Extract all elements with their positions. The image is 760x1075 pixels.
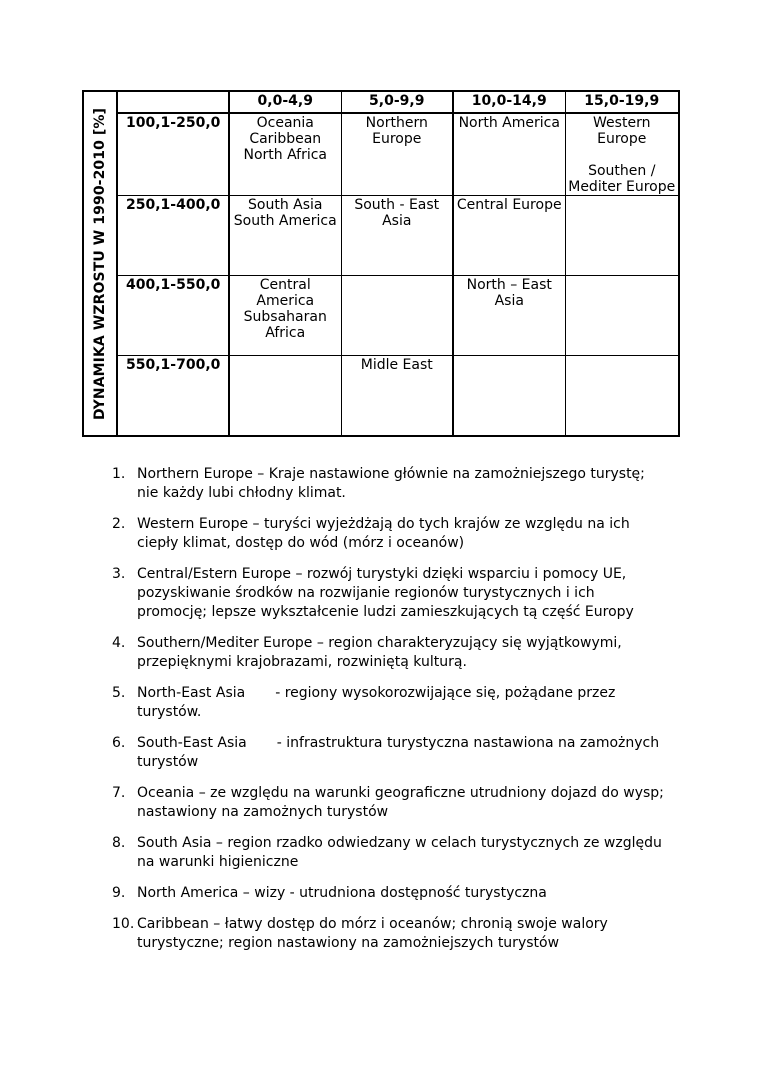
cell-text: Africa bbox=[265, 325, 306, 341]
row-header: 550,1-700,0 bbox=[117, 356, 229, 437]
y-axis-label: DYNAMIKA WZROSTU W 1990-2010 [%] bbox=[92, 107, 108, 420]
note-line: ciepły klimat, dostęp do wód (mórz i oceanów) bbox=[137, 535, 465, 551]
note-line: nastawiony na zamożnych turystów bbox=[137, 804, 389, 820]
cell-text: North – East bbox=[466, 277, 552, 293]
list-item bbox=[112, 465, 672, 503]
cell-text: Europe bbox=[372, 131, 422, 147]
y-axis-label-cell bbox=[83, 91, 117, 436]
table-cell bbox=[565, 356, 679, 437]
note-line: przepięknymi krajobrazami, rozwiniętą kulturą. bbox=[137, 654, 467, 670]
note-line: promocję; lepsze wykształcenie ludzi zamieszkujących tą część Europy bbox=[137, 604, 634, 620]
cell-text: North Africa bbox=[243, 147, 328, 163]
list-item bbox=[112, 734, 672, 772]
column-header: 5,0-9,9 bbox=[341, 91, 453, 113]
cell-text: Asia bbox=[494, 293, 524, 309]
list-item bbox=[112, 684, 672, 722]
table-cell bbox=[453, 276, 565, 356]
column-header: 0,0-4,9 bbox=[229, 91, 341, 113]
table-cell bbox=[565, 113, 679, 196]
cell-text: South America bbox=[233, 213, 337, 229]
list-number: 7. bbox=[112, 785, 126, 801]
table-cell bbox=[341, 356, 453, 437]
cell-text: South Asia bbox=[248, 197, 323, 213]
note-line: Southern/Mediter Europe – region charakteryzujący się wyjątkowymi, bbox=[137, 635, 622, 651]
note-line: Western Europe – turyści wyjeżdżają do tych krajów ze względu na ich bbox=[137, 516, 630, 532]
note-line: turystyczne; region nastawiony na zamożniejszych turystów bbox=[137, 935, 560, 951]
note-line bbox=[137, 684, 672, 703]
cell-text: North America bbox=[458, 115, 560, 131]
note-description: - infrastruktura turystyczna nastawiona na zamożnych bbox=[276, 735, 660, 751]
note-line bbox=[137, 734, 672, 753]
cell-text: Asia bbox=[382, 213, 412, 229]
table-cell bbox=[453, 196, 565, 276]
list-number: 8. bbox=[112, 835, 126, 851]
list-number: 6. bbox=[112, 735, 126, 751]
table-cell bbox=[229, 276, 341, 356]
table-cell bbox=[565, 276, 679, 356]
table-cell bbox=[453, 356, 565, 437]
row-header: 250,1-400,0 bbox=[117, 196, 229, 276]
list-number: 2. bbox=[112, 516, 126, 532]
note-line: North America – wizy - utrudniona dostępność turystyczna bbox=[137, 885, 547, 901]
column-header: 10,0-14,9 bbox=[453, 91, 565, 113]
table-cell bbox=[341, 276, 453, 356]
note-line: pozyskiwanie środków na rozwijanie regionów turystycznych i ich bbox=[137, 585, 595, 601]
cell-text: Europe bbox=[597, 131, 647, 147]
cell-text: Mediter Europe bbox=[568, 179, 676, 195]
cell-text: Central Europe bbox=[456, 197, 562, 213]
table-row bbox=[83, 276, 679, 356]
growth-table bbox=[82, 90, 680, 437]
cell-text: Subsaharan bbox=[243, 309, 327, 325]
table-header-row bbox=[83, 91, 679, 113]
note-line: Caribbean – łatwy dostęp do mórz i oceanów; chronią swoje walory bbox=[137, 916, 608, 932]
table-row bbox=[83, 356, 679, 437]
table-cell bbox=[229, 356, 341, 437]
list-number: 1. bbox=[112, 466, 126, 482]
row-header: 100,1-250,0 bbox=[117, 113, 229, 196]
note-line: na warunki higieniczne bbox=[137, 854, 299, 870]
cell-text: Central bbox=[259, 277, 311, 293]
note-line: turystów bbox=[137, 754, 199, 770]
cell-text: America bbox=[256, 293, 315, 309]
list-item bbox=[112, 834, 672, 872]
list-item bbox=[112, 565, 672, 622]
note-region: North-East Asia bbox=[137, 685, 246, 701]
table-cell bbox=[453, 113, 565, 196]
note-description: - regiony wysokorozwijające się, pożądane przez bbox=[275, 685, 616, 701]
table-row bbox=[83, 196, 679, 276]
note-line: Central/Estern Europe – rozwój turystyki dzięki wsparciu i pomocy UE, bbox=[137, 566, 627, 582]
list-number: 5. bbox=[112, 685, 126, 701]
list-item bbox=[112, 634, 672, 672]
note-line: Northern Europe – Kraje nastawione głównie na zamożniejszego turystę; bbox=[137, 466, 645, 482]
cell-text: Oceania bbox=[256, 115, 314, 131]
column-header: 15,0-19,9 bbox=[565, 91, 679, 113]
list-number: 9. bbox=[112, 885, 126, 901]
list-item bbox=[112, 515, 672, 553]
region-notes-list bbox=[112, 465, 672, 965]
list-number: 3. bbox=[112, 566, 126, 582]
table-row bbox=[83, 113, 679, 196]
row-header: 400,1-550,0 bbox=[117, 276, 229, 356]
note-line: turystów. bbox=[137, 704, 202, 720]
note-line: South Asia – region rzadko odwiedzany w celach turystycznych ze względu bbox=[137, 835, 662, 851]
note-region: South-East Asia bbox=[137, 735, 247, 751]
cell-text: Midle East bbox=[360, 357, 433, 373]
cell-text: Northern bbox=[365, 115, 428, 131]
cell-text: Caribbean bbox=[249, 131, 322, 147]
list-item bbox=[112, 884, 672, 903]
list-number: 10. bbox=[112, 916, 135, 932]
table-cell bbox=[229, 113, 341, 196]
cell-text: South - East bbox=[354, 197, 440, 213]
cell-blank-line bbox=[568, 147, 677, 163]
cell-text: Western bbox=[593, 115, 651, 131]
table-cell bbox=[341, 196, 453, 276]
table-cell bbox=[565, 196, 679, 276]
note-line: Oceania – ze względu na warunki geograficzne utrudniony dojazd do wysp; bbox=[137, 785, 664, 801]
list-item bbox=[112, 915, 672, 953]
list-number: 4. bbox=[112, 635, 126, 651]
corner-cell bbox=[117, 91, 229, 113]
table-cell bbox=[341, 113, 453, 196]
note-line: nie każdy lubi chłodny klimat. bbox=[137, 485, 346, 501]
table-cell bbox=[229, 196, 341, 276]
list-item bbox=[112, 784, 672, 822]
cell-text: Southen / bbox=[588, 163, 656, 179]
